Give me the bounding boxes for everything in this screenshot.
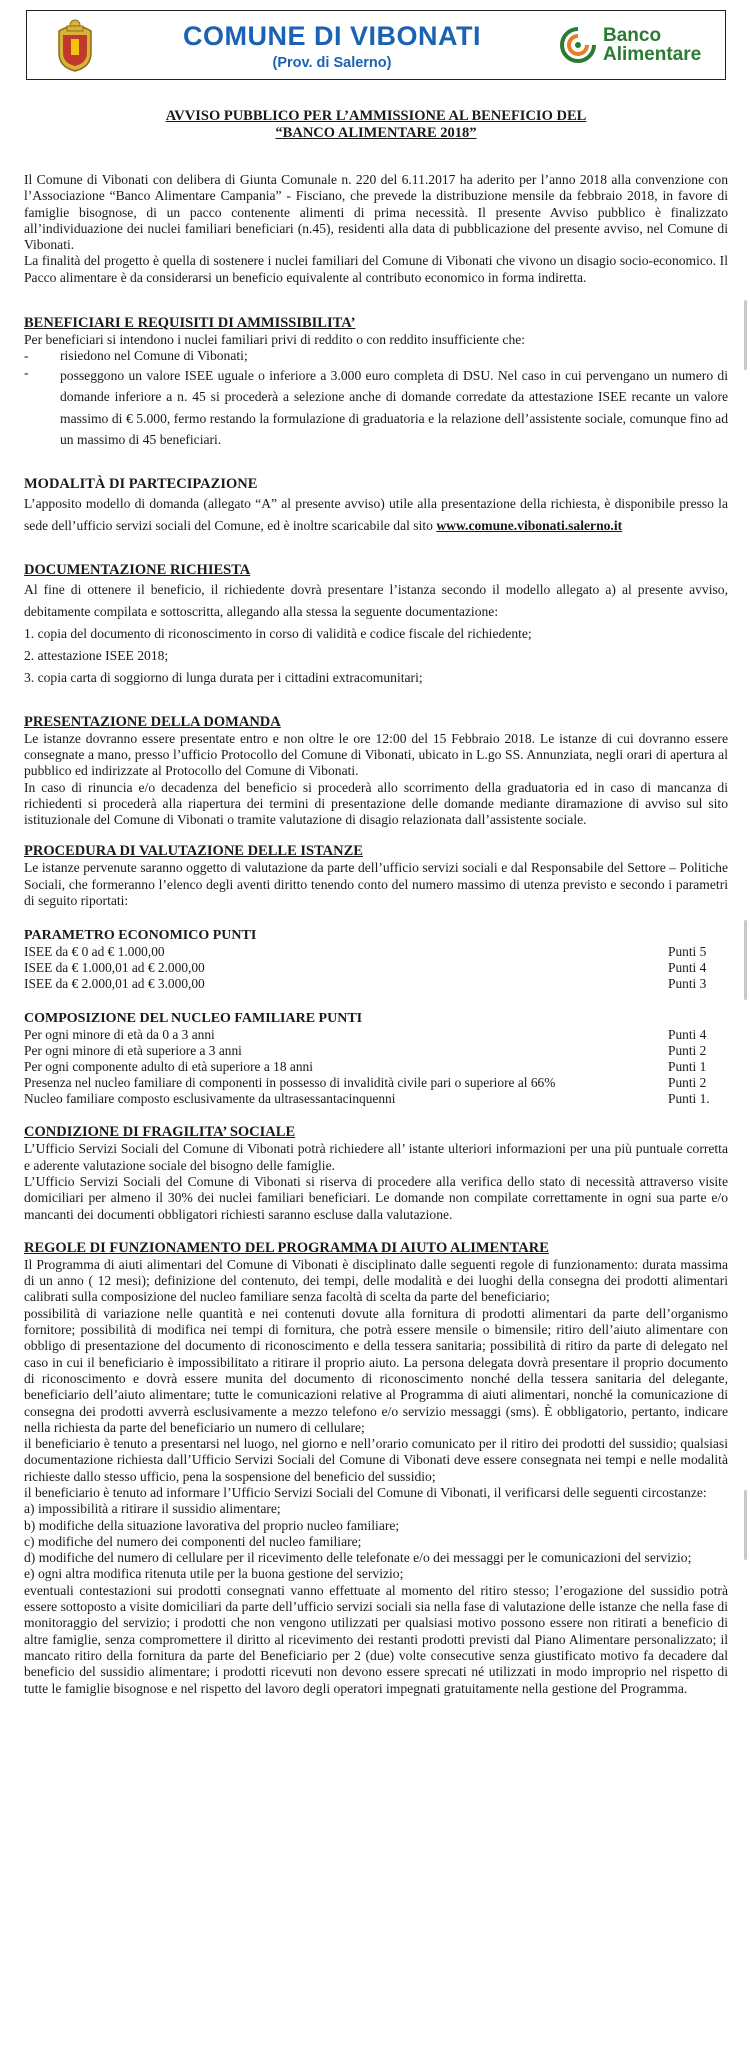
table-row: Per ogni minore di età da 0 a 3 anni Punti 4 bbox=[24, 1027, 707, 1043]
list-item: 2. attestazione ISEE 2018; bbox=[24, 647, 169, 663]
table-row: Per ogni minore di età superiore a 3 anni Punti 2 bbox=[24, 1043, 707, 1059]
municipal-crest-icon bbox=[45, 15, 105, 75]
section-text: possibilità di variazione nelle quantità e nei contenuti dovute alla fornitura di prodotti alimentari da parte dell’organismo fornitore; possibilità di modifica nei tempi di fornitura, che potrà essere mensile o bimensile; ritiro dell’aiuto alimentare con obbligo di presentazione del documento di riconoscimento e della tessera sanitaria; possibilità di ritiro da parte di delegato nel caso in cui il beneficiario è impossibilitato a ritirare il proprio aiuto. La persona delegata dovrà presentare il proprio documento di riconoscimento e dovrà essere munita del documento di riconoscimento nonché della tessera sanitaria del delegante, beneficiario dell’aiuto alimentare; tutte le comunicazioni relative al Programma di aiuti alimentari, nonché la comunicazione di consegna dei prodotti avverrà esclusivamente a mezzo telefono e/o servizio messaggi (sms). È obbligatorio, pertanto, indicare nella richiesta da parte del beneficiario un numero di cellulare; bbox=[24, 1305, 728, 1435]
scrollbar-thumb[interactable] bbox=[744, 1490, 747, 1560]
section-heading: DOCUMENTAZIONE RICHIESTA bbox=[24, 561, 251, 578]
table-row: ISEE da € 1.000,01 ad € 2.000,00 Punti 4 bbox=[24, 960, 707, 976]
notice-body bbox=[24, 108, 728, 1697]
table-heading: PARAMETRO ECONOMICO PUNTI bbox=[24, 928, 257, 944]
list-item: 1. copia del documento di riconoscimento in corso di validità e codice fiscale del richiedente; bbox=[24, 625, 532, 641]
list-item: b) modifiche della situazione lavorativa del proprio nucleo familiare; bbox=[24, 1517, 400, 1533]
fragilita-section bbox=[24, 1123, 728, 1222]
website-link[interactable]: www.comune.vibonati.salerno.it bbox=[436, 517, 623, 533]
municipality-name: COMUNE DI VIBONATI bbox=[183, 20, 481, 51]
table-row: ISEE da € 0 ad € 1.000,00 Punti 5 bbox=[24, 944, 707, 960]
list-item: a) impossibilità a ritirare il sussidio alimentare; bbox=[24, 1501, 281, 1517]
section-text: In caso di rinuncia e/o decadenza del beneficio si procederà allo scorrimento della graduatoria ed in caso di mancanza di richiedenti si procederà alla riapertura dei termini di presentazione delle domande mediante diramazione di avviso sul sito istituzionale del Comune di Vibonati o tramite valutazione di disagio relazionata dall’assistente sociale. bbox=[24, 779, 728, 828]
procedura-section bbox=[24, 842, 728, 909]
section-text: Le istanze dovranno essere presentate entro e non oltre le ore 12:00 del 15 Febbraio 2018. Le istanze di cui dovranno essere consegnate a mano, presso l’ufficio Protocollo del Comune di Vibonati, ubicato in L.go SS. Annunziata, negli orari di apertura al pubblico ed indirizzate al Protocollo del Comune di Vibonati. bbox=[24, 730, 728, 779]
section-text: Le istanze pervenute saranno oggetto di valutazione da parte dell’ufficio servizi sociali e dal Responsabile del Settore – Politiche Sociali, che formeranno l’elenco degli aventi diritto tenendo conto del numero massimo di utenza previsto e secondo i parametri di seguito riportati: bbox=[24, 860, 728, 909]
notice-title-line-2: “BANCO ALIMENTARE 2018” bbox=[275, 125, 477, 141]
list-item: - posseggono un valore ISEE uguale o inferiore a 3.000 euro completa di DSU. Nel caso in cui pervengano un numero di domande inferiore a n. 45 si procederà a selezione anche di domande corredate da attestazione ISEE recante un valore massimo di € 5.000, fermo restando la formulazione di graduatoria e la relazione dell’assistente sociale, comunque fino ad un massimo di 45 beneficiari. bbox=[24, 364, 728, 448]
table-row: ISEE da € 2.000,01 ad € 3.000,00 Punti 3 bbox=[24, 976, 707, 992]
section-text: Per beneficiari si intendono i nuclei familiari privi di reddito o con reddito insufficiente che: bbox=[24, 332, 526, 348]
documentazione-section bbox=[24, 561, 728, 689]
section-text: L’Ufficio Servizi Sociali del Comune di Vibonati si riserva di procedere alla verifica dello stato di necessità attraverso visite domiciliari per almeno il 30% dei nuclei familiari beneficiari. Le domande non compilate correttamente in ogni sua parte e/o mancanti dei documenti obbligatori richiesti saranno escluse dalla valutazione. bbox=[24, 1173, 728, 1222]
province-subtitle: (Prov. di Salerno) bbox=[272, 54, 392, 71]
section-heading: CONDIZIONE DI FRAGILITA’ SOCIALE bbox=[24, 1124, 296, 1141]
banco-alimentare-logo bbox=[559, 15, 719, 75]
logo-line-2: Alimentare bbox=[603, 44, 702, 65]
intro-paragraph: Il Comune di Vibonati con delibera di Giunta Comunale n. 220 del 6.11.2017 ha aderito per l’anno 2018 alla convenzione con l’Associazione “Banco Alimentare Campania” - Fisciano, che prevede la distribuzione mensile da febbraio 2018, in favore di famiglie bisognose, di un pacco contenente alimenti di prima necessità. Il presente Avviso pubblico è finalizzato all’individuazione dei nuclei familiari beneficiari (n.45), residenti alla data di pubblicazione del presente avviso, nel Comune di Vibonati. bbox=[24, 172, 728, 253]
notice-title bbox=[24, 108, 728, 142]
table-heading: COMPOSIZIONE DEL NUCLEO FAMILIARE PUNTI bbox=[24, 1011, 363, 1027]
table-row: Per ogni componente adulto di età superiore a 18 anni Punti 1 bbox=[24, 1059, 707, 1075]
section-heading: REGOLE DI FUNZIONAMENTO DEL PROGRAMMA DI AIUTO ALIMENTARE bbox=[24, 1239, 549, 1256]
parametro-section bbox=[24, 927, 728, 992]
section-text: Al fine di ottenere il beneficio, il richiedente dovrà presentare l’istanza secondo il modello allegato a) al presente avviso, debitamente compilata e sottoscritta, allegando alla stessa la seguente documentazione: bbox=[24, 581, 728, 619]
section-heading: MODALITÀ DI PARTECIPAZIONE bbox=[24, 475, 258, 492]
logo-line-1: Banco bbox=[603, 25, 662, 46]
regole-section bbox=[24, 1239, 728, 1697]
intro-section bbox=[24, 172, 728, 286]
scrollbar-thumb[interactable] bbox=[744, 300, 747, 370]
presentazione-section bbox=[24, 713, 728, 829]
modalita-section bbox=[24, 475, 728, 537]
list-item: 3. copia carta di soggiorno di lunga durata per i cittadini extracomunitari; bbox=[24, 669, 423, 685]
section-text: Il Programma di aiuti alimentari del Comune di Vibonati è disciplinato dalle seguenti regole di funzionamento: durata massima di un anno ( 12 mesi); definizione del contenuto, dei tempi, delle modalità e dei luoghi della consegna dei prodotti alimentari calibrati sulla composizione del nucleo familiare senza facoltà di scelta da parte del beneficiario; bbox=[24, 1256, 728, 1305]
section-heading: BENEFICIARI E REQUISITI DI AMMISSIBILITA’ bbox=[24, 315, 356, 332]
section-text: eventuali contestazioni sui prodotti consegnati vanno effettuate al momento del ritiro stesso; l’erogazione del sussidio potrà essere sottoposto a visite domiciliari da parte dell’ufficio servizi sociali sia nella fase di valutazione delle istanze che nella fase di monitoraggio del servizio; i prodotti che non vengono utilizzati per qualsiasi motivo possono essere non ritirati a beneficio di altre famiglie, senza compromettere il diritto al ricevimento dei restanti prodotti previsti dal Piano Alimentare personalizzato; il mancato ritiro della fornitura da parte del Beneficiario per 2 (due) volte consecutive senza giustificato motivo fa decadere dal beneficio del sussidio alimentare; i prodotti ricevuti non devono essere sprecati né utilizzati in modo improprio nel rispetto di tutte le famiglie bisognose e nel rispetto del lavoro degli operatori impegnati gratuitamente nella gestione del Programma. bbox=[24, 1582, 728, 1696]
beneficiari-section bbox=[24, 314, 728, 451]
section-heading: PROCEDURA DI VALUTAZIONE DELLE ISTANZE bbox=[24, 843, 363, 860]
banco-alimentare-icon bbox=[559, 26, 597, 64]
intro-paragraph: La finalità del progetto è quella di sostenere i nuclei familiari del Comune di Vibonati che vivono un disagio socio-economico. Il Pacco alimentare è da considerarsi un beneficio equivalente al contributo economico in forma indiretta. bbox=[24, 253, 728, 285]
composizione-section bbox=[24, 1010, 728, 1107]
section-heading: PRESENTAZIONE DELLA DOMANDA bbox=[24, 713, 281, 730]
table-row: Nucleo familiare composto esclusivamente da ultrasessantacinquenni Punti 1. bbox=[24, 1091, 710, 1107]
list-item: - risiedono nel Comune di Vibonati; bbox=[24, 348, 248, 364]
section-text: il beneficiario è tenuto ad informare l’Ufficio Servizi Sociali del Comune di Vibonati, il verificarsi delle seguenti circostanze: bbox=[24, 1484, 707, 1500]
letterhead bbox=[26, 10, 726, 80]
list-item: d) modifiche del numero di cellulare per il ricevimento delle telefonate e/o dei messaggi per le comunicazioni del servizio; bbox=[24, 1550, 692, 1566]
scrollbar-thumb[interactable] bbox=[744, 920, 747, 1000]
section-text: il beneficiario è tenuto a presentarsi nel luogo, nel giorno e nell’orario comunicato per il ritiro dei prodotti del sussidio; qualsiasi documentazione richiesta dall’Ufficio Servizi Sociali del Comune di Vibonati deve essere consegnata nei tempi e nelle modalità richieste dallo stesso ufficio, pena la sospensione del beneficio del sussidio; bbox=[24, 1436, 728, 1484]
section-text: L’Ufficio Servizi Sociali del Comune di Vibonati potrà richiedere all’ istante ulteriori informazioni per una più puntuale corretta e aderente valutazione sociale del bisogno delle famiglie. bbox=[24, 1141, 728, 1173]
list-item: c) modifiche del numero dei componenti del nucleo familiare; bbox=[24, 1533, 362, 1549]
table-row: Presenza nel nucleo familiare di componenti in possesso di invalidità civile pari o superiore al 66% Punti 2 bbox=[24, 1075, 707, 1091]
notice-title-line-1: AVVISO PUBBLICO PER L’AMMISSIONE AL BENEFICIO DEL bbox=[165, 108, 587, 124]
section-text: L’apposito modello di domanda (allegato “A” al presente avviso) utile alla presentazione della richiesta, è disponibile presso la sede dell’ufficio servizi sociali del Comune, ed è inoltre scaricabile dal sito www.comune.vibonati.salerno.it bbox=[24, 495, 728, 533]
list-item: e) ogni altra modifica ritenuta utile per la buona gestione del servizio; bbox=[24, 1566, 404, 1582]
